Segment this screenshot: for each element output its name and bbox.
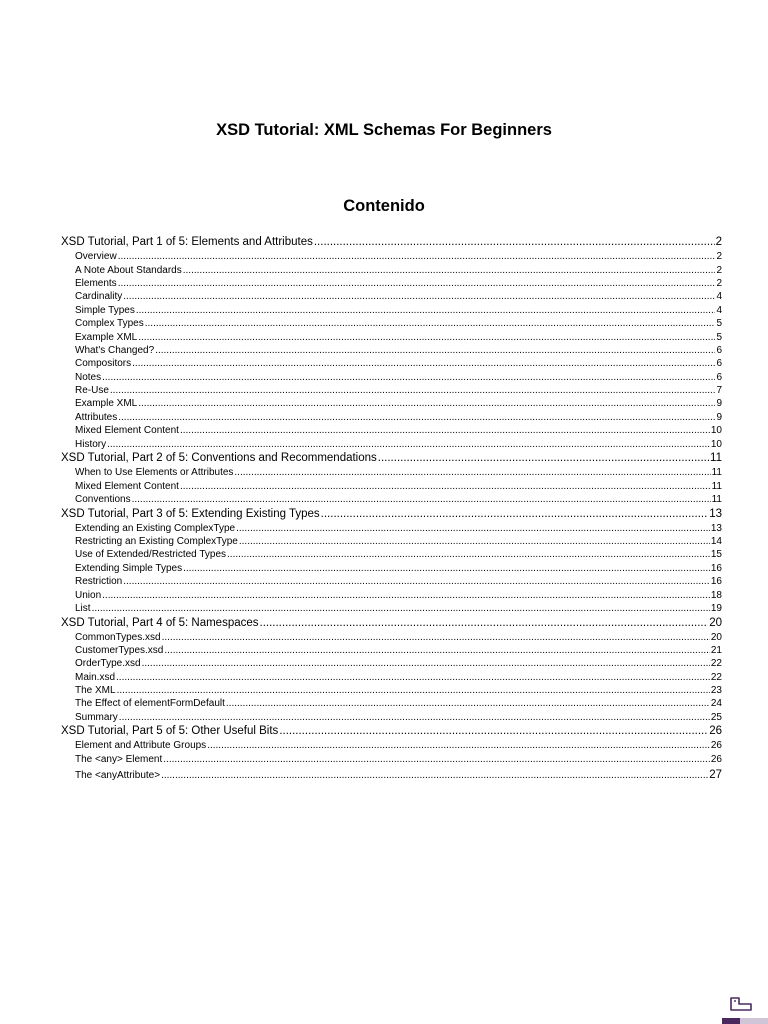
toc-section-entry[interactable]: [61, 317, 722, 330]
toc-section-entry[interactable]: [61, 493, 722, 506]
toc-page-number: 13: [710, 522, 722, 534]
toc-page-number: 25: [710, 711, 722, 723]
toc-dot-leader: [183, 562, 710, 575]
toc-entry-label: Restriction: [75, 576, 123, 588]
toc-dot-leader: [102, 371, 715, 384]
toc-entry-label: Attributes: [75, 411, 118, 423]
toc-entry-label: The <anyAttribute>: [75, 769, 161, 781]
toc-section-entry[interactable]: [61, 657, 722, 670]
toc-page-number: 21: [710, 644, 722, 656]
toc-page-number: 20: [709, 616, 722, 629]
toc-page-number: 4: [716, 304, 722, 316]
toc-section-entry[interactable]: [61, 397, 722, 410]
toc-dot-leader: [163, 753, 710, 766]
toc-section-entry[interactable]: [61, 684, 722, 697]
toc-entry-label: History: [75, 438, 107, 450]
toc-page-number: 22: [710, 658, 722, 670]
toc-entry-label: Simple Types: [75, 304, 135, 316]
toc-section-entry[interactable]: [61, 711, 722, 724]
toc-dot-leader: [92, 602, 710, 615]
toc-section-entry[interactable]: [61, 671, 722, 684]
toc-dot-leader: [155, 344, 715, 357]
toc-chapter-entry[interactable]: [61, 235, 722, 250]
toc-page-number: 16: [710, 562, 722, 574]
toc-section-entry[interactable]: [61, 522, 722, 535]
toc-entry-label: The XML: [75, 685, 116, 697]
toc-entry-label: CommonTypes.xsd: [75, 631, 161, 643]
toc-entry-label: Complex Types: [75, 318, 144, 330]
toc-page-number: 10: [710, 438, 722, 450]
toc-section-entry[interactable]: [61, 438, 722, 451]
toc-section-entry[interactable]: [61, 631, 722, 644]
toc-dot-leader: [142, 657, 710, 670]
toc-dot-leader: [118, 250, 716, 263]
toc-heading: Contenido: [343, 197, 425, 215]
toc-page-number: 13: [709, 507, 722, 520]
toc-dot-leader: [118, 277, 716, 290]
toc-entry-label: Union: [75, 589, 102, 601]
toc-page-number: 11: [711, 494, 722, 505]
toc-dot-leader: [314, 235, 715, 250]
toc-dot-leader: [183, 264, 716, 277]
toc-dot-leader: [110, 384, 716, 397]
toc-page-number: 11: [711, 480, 722, 492]
toc-page-number: 16: [710, 576, 722, 588]
toc-page-number: 5: [716, 331, 722, 343]
toc-page-number: 6: [716, 358, 722, 370]
toc-dot-leader: [180, 424, 710, 437]
toc-entry-label: Example XML: [75, 398, 138, 410]
toc-entry-label: Extending Simple Types: [75, 562, 183, 574]
toc-entry-label: Mixed Element Content: [75, 425, 179, 437]
toc-dot-leader: [123, 575, 710, 588]
toc-page-number: 11: [710, 452, 722, 465]
toc-entry-label: Cardinality: [75, 291, 123, 303]
page-scroll-indicator: [722, 1018, 768, 1024]
toc-dot-leader: [107, 438, 710, 451]
toc-dot-leader: [145, 317, 716, 330]
toc-page-number: 2: [716, 277, 722, 289]
toc-dot-leader: [162, 631, 710, 644]
toc-section-entry[interactable]: [61, 589, 722, 602]
toc-entry-label: A Note About Standards: [75, 264, 182, 276]
toc-page-number: 6: [716, 344, 722, 356]
toc-entry-label: XSD Tutorial, Part 5 of 5: Other Useful Bits: [61, 725, 279, 738]
toc-entry-label: Re-Use: [75, 385, 109, 397]
toc-entry-label: Notes: [75, 371, 102, 383]
toc-section-entry[interactable]: [61, 766, 722, 782]
toc-page-number: 26: [710, 753, 722, 765]
toc-entry-label: OrderType.xsd: [75, 658, 141, 670]
toc-section-entry[interactable]: [61, 562, 722, 575]
toc-page-number: 9: [716, 411, 722, 423]
toc-dot-leader: [136, 304, 716, 317]
scroll-indicator-filled: [722, 1018, 740, 1024]
toc-section-entry[interactable]: [61, 290, 722, 303]
toc-section-entry[interactable]: [61, 697, 722, 710]
toc-page-number: 26: [710, 740, 722, 752]
toc-chapter-entry[interactable]: [61, 506, 722, 521]
toc-dot-leader: [138, 331, 715, 344]
toc-page-number: 27: [709, 768, 722, 781]
toc-entry-label: XSD Tutorial, Part 1 of 5: Elements and Attributes: [61, 236, 313, 249]
toc-entry-label: Element and Attribute Groups: [75, 740, 207, 752]
toc-entry-label: Main.xsd: [75, 671, 116, 683]
toc-section-entry[interactable]: [61, 264, 722, 277]
toc-entry-label: Example XML: [75, 331, 138, 343]
toc-dot-leader: [279, 724, 708, 739]
toc-section-entry[interactable]: [61, 250, 722, 263]
toc-section-entry[interactable]: [61, 466, 722, 479]
toc-chapter-entry[interactable]: [61, 724, 722, 739]
toc-entry-label: Overview: [75, 251, 117, 263]
toc-entry-label: Compositors: [75, 358, 132, 370]
toc-entry-label: When to Use Elements or Attributes: [75, 467, 234, 479]
toc-entry-label: XSD Tutorial, Part 2 of 5: Conventions and Recommendations: [61, 452, 377, 465]
toc-entry-label: Restricting an Existing ComplexType: [75, 535, 238, 547]
toc-entry-label: What's Changed?: [75, 344, 155, 356]
toc-page-number: 2: [716, 264, 722, 276]
toc-section-entry[interactable]: [61, 480, 722, 493]
toc-dot-leader: [117, 684, 710, 697]
toc-dot-leader: [161, 769, 708, 782]
toc-page-number: 18: [710, 589, 722, 601]
toc-section-entry[interactable]: [61, 384, 722, 397]
toc-dot-leader: [119, 711, 710, 724]
toc-dot-leader: [132, 493, 711, 506]
toc-entry-label: Elements: [75, 277, 117, 289]
toc-entry-label: Conventions: [75, 494, 131, 505]
toc-page-number: 10: [710, 425, 722, 437]
toc-section-entry[interactable]: [61, 277, 722, 290]
toc-dot-leader: [132, 357, 715, 370]
toc-dot-leader: [234, 466, 710, 479]
toc-section-entry[interactable]: [61, 331, 722, 344]
scroll-indicator-track: [740, 1018, 768, 1024]
toc-dot-leader: [164, 644, 710, 657]
toc-chapter-entry[interactable]: [61, 451, 722, 466]
toc-entry-label: Use of Extended/Restricted Types: [75, 549, 227, 561]
toc-dot-leader: [116, 671, 710, 684]
toc-page-number: 6: [716, 371, 722, 383]
toc-entry-label: Summary: [75, 711, 118, 723]
toc-section-entry[interactable]: [61, 424, 722, 437]
toc-page-number: 4: [716, 291, 722, 303]
toc-page-number: 7: [716, 385, 722, 397]
toc-page-number: 2: [716, 251, 722, 263]
toc-dot-leader: [321, 507, 709, 522]
bookmark-corner-icon[interactable]: [727, 990, 755, 1018]
toc-page-number: 22: [710, 671, 722, 683]
toc-entry-label: List: [75, 602, 91, 614]
toc-dot-leader: [227, 548, 710, 561]
toc-page-number: 2: [715, 236, 722, 249]
toc-page-number: 5: [716, 318, 722, 330]
toc-section-entry[interactable]: [61, 739, 722, 752]
toc-entry-label: The <any> Element: [75, 753, 163, 765]
toc-page-number: 15: [710, 549, 722, 561]
toc-entry-label: Extending an Existing ComplexType: [75, 522, 236, 534]
toc-section-entry[interactable]: [61, 602, 722, 615]
document-title: XSD Tutorial: XML Schemas For Beginners: [216, 121, 552, 139]
toc-entry-label: CustomerTypes.xsd: [75, 644, 164, 656]
toc-section-entry[interactable]: [61, 344, 722, 357]
toc-section-entry[interactable]: [61, 535, 722, 548]
toc-page-number: 19: [710, 602, 722, 614]
toc-dot-leader: [260, 616, 709, 631]
toc-section-entry[interactable]: [61, 548, 722, 561]
toc-entry-label: The Effect of elementFormDefault: [75, 698, 225, 710]
toc-section-entry[interactable]: [61, 753, 722, 766]
toc-section-entry[interactable]: [61, 371, 722, 384]
toc-page-number: 20: [710, 631, 722, 643]
toc-entry-label: Mixed Element Content: [75, 480, 179, 492]
toc-dot-leader: [138, 397, 715, 410]
toc-dot-leader: [118, 411, 715, 424]
toc-page-number: 23: [710, 685, 722, 697]
toc-page-number: 24: [710, 698, 722, 710]
toc-chapter-entry[interactable]: [61, 615, 722, 630]
toc-section-entry[interactable]: [61, 357, 722, 370]
toc-entry-label: XSD Tutorial, Part 3 of 5: Extending Existing Types: [61, 507, 320, 520]
toc-section-entry[interactable]: [61, 644, 722, 657]
toc-dot-leader: [180, 480, 711, 493]
toc-dot-leader: [226, 697, 710, 710]
toc-page-number: 14: [710, 535, 722, 547]
toc-section-entry[interactable]: [61, 575, 722, 588]
toc-section-entry[interactable]: [61, 304, 722, 317]
toc-page-number: 26: [709, 725, 722, 738]
toc-entry-label: XSD Tutorial, Part 4 of 5: Namespaces: [61, 616, 259, 629]
toc-section-entry[interactable]: [61, 411, 722, 424]
toc-dot-leader: [123, 290, 715, 303]
toc-dot-leader: [378, 451, 709, 466]
toc-page-number: 9: [716, 398, 722, 410]
toc-dot-leader: [239, 535, 710, 548]
toc-dot-leader: [102, 589, 710, 602]
toc-dot-leader: [207, 739, 710, 752]
table-of-contents: [61, 235, 722, 782]
toc-dot-leader: [236, 522, 710, 535]
toc-page-number: 11: [711, 467, 722, 479]
